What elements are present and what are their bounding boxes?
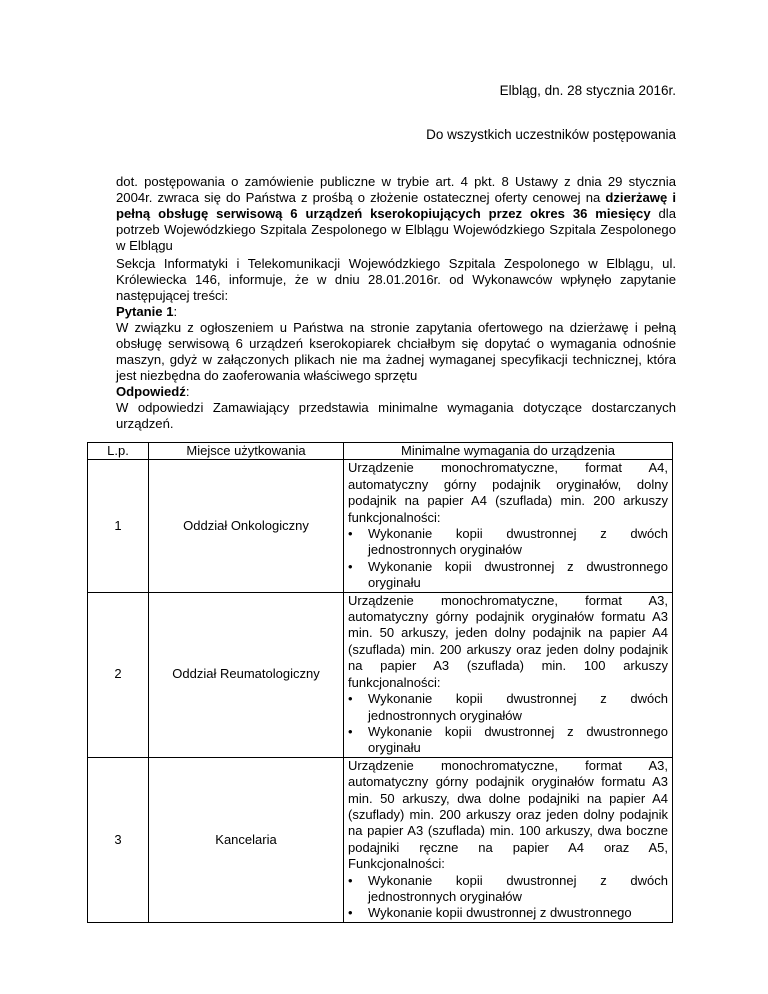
list-item [348, 691, 668, 724]
list-item-text: Wykonanie kopii dwustronnej z dwustronnego oryginału [368, 558, 668, 591]
list-item-text: Wykonanie kopii dwustronnej z dwóch jednostronnych oryginałów [368, 691, 668, 723]
functionality-list [348, 691, 668, 757]
question-colon: : [173, 304, 178, 319]
row-place: Oddział Reumatologiczny [149, 592, 344, 757]
answer-colon: : [185, 384, 190, 399]
answer-label: Odpowiedź [116, 384, 186, 399]
bullet-icon: • [348, 691, 353, 707]
intro-text-end: dla potrzeb Wojewódzkiego Szpitala Zespolonego w Elblągu Wojewódzkiego Szpitala Zespolonego w Elblągu [116, 206, 676, 253]
requirements-description: Urządzenie monochromatyczne, format A4, automatyczny górny podajnik oryginałów, dolny podajnik na papier A4 (szuflada) min. 200 arkuszy funkcjonalności: [348, 460, 668, 525]
bullet-icon: • [348, 558, 353, 574]
header-lp: L.p. [88, 443, 149, 460]
intro-paragraph [116, 174, 676, 254]
row-requirements [344, 592, 673, 757]
row-number: 2 [88, 592, 149, 757]
list-item-text: Wykonanie kopii dwustronnej z dwustronnego [368, 905, 632, 921]
requirements-description: Urządzenie monochromatyczne, format A3, automatyczny górny podajnik oryginałów formatu A3 min. 50 arkuszy, dwa dolne podajniki na papier A4 (szuflady) min. 200 arkuszy oraz jeden dolny podajnik na papier A3 (szuflada) min. 100 arkuszy, dwa boczne podajniki ręczne na papier A4 oraz A5, Funkcjonalności: [348, 757, 668, 872]
intro-text-start: dot. postępowania o zamówienie publiczne w trybie art. 4 pkt. 8 Ustawy z dnia 29 stycznia 2004r. zwraca się do Państwa z prośbą o złożenie ostatecznej oferty cenowej na [116, 174, 676, 205]
list-item [348, 905, 668, 921]
row-number: 1 [88, 460, 149, 592]
bullet-icon: • [348, 526, 353, 542]
row-requirements [344, 757, 673, 922]
bullet-icon: • [348, 872, 353, 888]
requirements-description: Urządzenie monochromatyczne, format A3, automatyczny górny podajnik oryginałów formatu A3 min. 50 arkuszy, jeden dolny podajnik na papier A4 (szuflada) min. 200 arkuszy oraz jeden dolny podajnik na papier A3 (szuflada) min. 100 arkuszy funkcjonalności: [348, 592, 668, 690]
requirements-table [87, 442, 673, 923]
question-label: Pytanie 1 [116, 304, 174, 319]
info-paragraph: Sekcja Informatyki i Telekomunikacji Wojewódzkiego Szpitala Zespolonego w Elblągu, ul. Królewiecka 146, informuje, że w dniu 28.01.2016r. od Wykonawców wpłynęło zapytanie następującej treści: [116, 256, 676, 303]
list-item-text: Wykonanie kopii dwustronnej z dwóch jednostronnych oryginałów [368, 872, 668, 904]
question-text: W związku z ogłoszeniem u Państwa na stronie zapytania ofertowego na dzierżawę i pełną obsługę serwisową 6 urządzeń kserokopiarek chciałbym się dopytać o wymagania odnośnie maszyn, gdyż w załączonych plikach nie ma żadnej wymaganej specyfikacji technicznej, która jest niezbędna do zaoferowania właściwego sprzętu [116, 320, 676, 383]
functionality-list [348, 526, 668, 592]
intro-bold-subject: dzierżawę i pełną obsługę serwisową 6 urządzeń kserokopiujących przez okres 36 miesięcy [116, 190, 676, 221]
list-item [348, 873, 668, 906]
table-header-row [88, 443, 673, 460]
table-row [88, 592, 673, 757]
header-requirements: Minimalne wymagania do urządzenia [344, 443, 673, 460]
list-item [348, 559, 668, 592]
row-place: Kancelaria [149, 757, 344, 922]
recipient-line: Do wszystkich uczestników postępowania [426, 127, 676, 142]
question-heading [116, 304, 676, 320]
list-item-text: Wykonanie kopii dwustronnej z dwóch jednostronnych oryginałów [368, 526, 668, 558]
row-place: Oddział Onkologiczny [149, 460, 344, 592]
bullet-icon: • [348, 905, 353, 921]
list-item [348, 526, 668, 559]
header-place: Miejsce użytkowania [149, 443, 344, 460]
list-item-text: Wykonanie kopii dwustronnej z dwustronnego oryginału [368, 723, 668, 756]
table-row [88, 757, 673, 922]
answer-heading [116, 384, 676, 400]
row-number: 3 [88, 757, 149, 922]
bullet-icon: • [348, 723, 353, 739]
table-row [88, 460, 673, 592]
list-item [348, 724, 668, 757]
answer-text: W odpowiedzi Zamawiający przedstawia minimalne wymagania dotyczące dostarczanych urządzeń. [116, 400, 676, 431]
row-requirements [344, 460, 673, 592]
inquiry-section [116, 256, 676, 432]
functionality-list [348, 873, 668, 922]
date-line: Elbląg, dn. 28 stycznia 2016r. [499, 83, 676, 98]
